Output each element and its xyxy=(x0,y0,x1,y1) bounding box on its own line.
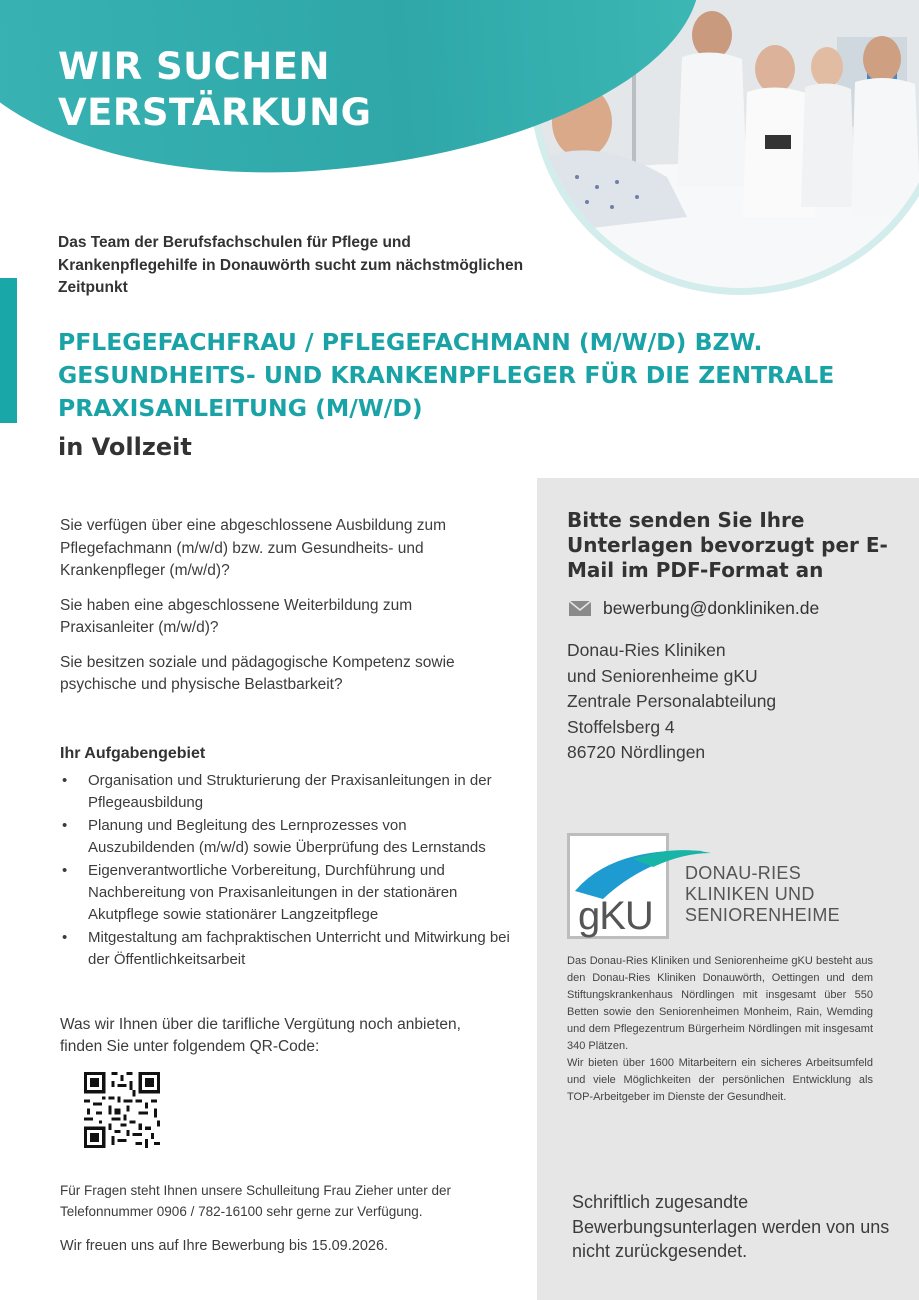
tasks-heading: Ihr Aufgabengebiet xyxy=(60,745,206,762)
postal-address xyxy=(567,638,776,766)
address-line: Stoffelsberg 4 xyxy=(567,716,675,737)
headline-line-1: WIR SUCHEN xyxy=(58,45,331,88)
task-text: Organisation und Strukturierung der Praxisanleitungen in der Pflegeausbildung xyxy=(88,772,492,811)
logo-line-1: DONAU-RIES xyxy=(685,863,802,883)
logo-mark-text: gKU xyxy=(578,894,653,938)
job-subtitle: in Vollzeit xyxy=(58,433,192,461)
requirement-item: Sie besitzen soziale und pädagogische Kompetenz sowie psychische und physische Belastbarkeit? xyxy=(60,653,455,693)
task-text: Planung und Begleitung des Lernprozesses von Auszubildenden (m/w/d) sowie Überprüfung des Lernstands xyxy=(88,817,486,856)
page-headline xyxy=(58,44,371,136)
headline-line-2: VERSTÄRKUNG xyxy=(58,91,372,134)
application-panel xyxy=(537,478,919,1300)
requirement-item: Sie haben eine abgeschlossene Weiterbildung zum Praxisanleiter (m/w/d)? xyxy=(60,596,413,636)
logo-wordmark xyxy=(685,863,840,926)
tasks-list xyxy=(60,770,510,972)
requirement-item: Sie verfügen über eine abgeschlossene Ausbildung zum Pflegefachmann (m/w/d) bzw. zum Gesundheits- und Krankenpfleger (m/w/d)? xyxy=(60,517,447,579)
bullet-icon: • xyxy=(62,929,68,946)
apply-heading: Bitte senden Sie Ihre Unterlagen bevorzugt per E-Mail im PDF-Format an xyxy=(567,508,888,582)
address-line: 86720 Nördlingen xyxy=(567,742,706,762)
about-paragraph: Das Donau-Ries Kliniken und Seniorenheime gKU besteht aus den Donau-Ries Kliniken Donauwörth, Oettingen und dem Stiftungskrankenhaus Nördlingen mit insgesamt über 550 Betten sowie den Seniorenheimen Monheim, Rain, Wemding und dem Pflegezentrum Bürgerheim Nördlingen mit insgesamt 340 Plätzen. xyxy=(567,955,873,1052)
gku-logo xyxy=(567,833,867,943)
email-link[interactable]: bewerbung@donkliniken.de xyxy=(603,598,820,618)
return-note: Schriftlich zugesandte Bewerbungsunterlagen werden von uns nicht zurückgesendet. xyxy=(572,1192,890,1261)
qr-code[interactable] xyxy=(84,1072,160,1148)
logo-line-2: KLINIKEN UND xyxy=(685,884,815,904)
pay-text: Was wir Ihnen über die tarifliche Vergütung noch anbieten, finden Sie unter folgendem QR-Code: xyxy=(60,1016,461,1055)
intro-text: Das Team der Berufsfachschulen für Pflege und Krankenpflegehilfe in Donauwörth sucht zum nächstmöglichen Zeitpunkt xyxy=(58,234,524,296)
application-deadline: Wir freuen uns auf Ihre Bewerbung bis 15.09.2026. xyxy=(60,1238,389,1254)
about-text xyxy=(567,953,873,1106)
list-item xyxy=(60,927,510,971)
about-paragraph: Wir bieten über 1600 Mitarbeitern ein sicheres Arbeitsumfeld und viele Möglichkeiten der persönlichen Entwicklung als TOP-Arbeitgeber im Dienste der Gesundheit. xyxy=(567,1057,873,1103)
email-row[interactable] xyxy=(569,598,819,619)
task-text: Mitgestaltung am fachpraktischen Unterricht und Mitwirkung bei der Öffentlichkeitsarbeit xyxy=(88,929,510,968)
mail-icon xyxy=(569,601,591,616)
contact-questions: Für Fragen steht Ihnen unsere Schulleitung Frau Zieher unter der Telefonnummer 0906 / 782-16100 sehr gerne zur Verfügung. xyxy=(60,1183,451,1219)
side-accent-bar xyxy=(0,278,17,423)
address-line: und Seniorenheime gKU xyxy=(567,665,758,686)
bullet-icon: • xyxy=(62,772,68,789)
address-line: Zentrale Personalabteilung xyxy=(567,691,777,711)
requirements xyxy=(60,515,510,709)
list-item xyxy=(60,770,510,814)
bullet-icon: • xyxy=(62,862,68,879)
bullet-icon: • xyxy=(62,817,68,834)
address-line: Donau-Ries Kliniken xyxy=(567,640,726,660)
list-item xyxy=(60,860,510,926)
job-title: PFLEGEFACHFRAU / PFLEGEFACHMANN (M/W/D) BZW. GESUNDHEITS- UND KRANKENPFLEGER FÜR DIE ZENTRALE PRAXISANLEITUNG (M/W/D) xyxy=(58,328,835,422)
task-text: Eigenverantwortliche Vorbereitung, Durchführung und Nachbereitung von Praxisanleitungen in der stationären Akutpflege sowie stationärer Langzeitpflege xyxy=(88,862,458,923)
list-item xyxy=(60,815,510,859)
logo-line-3: SENIORENHEIME xyxy=(685,905,840,925)
